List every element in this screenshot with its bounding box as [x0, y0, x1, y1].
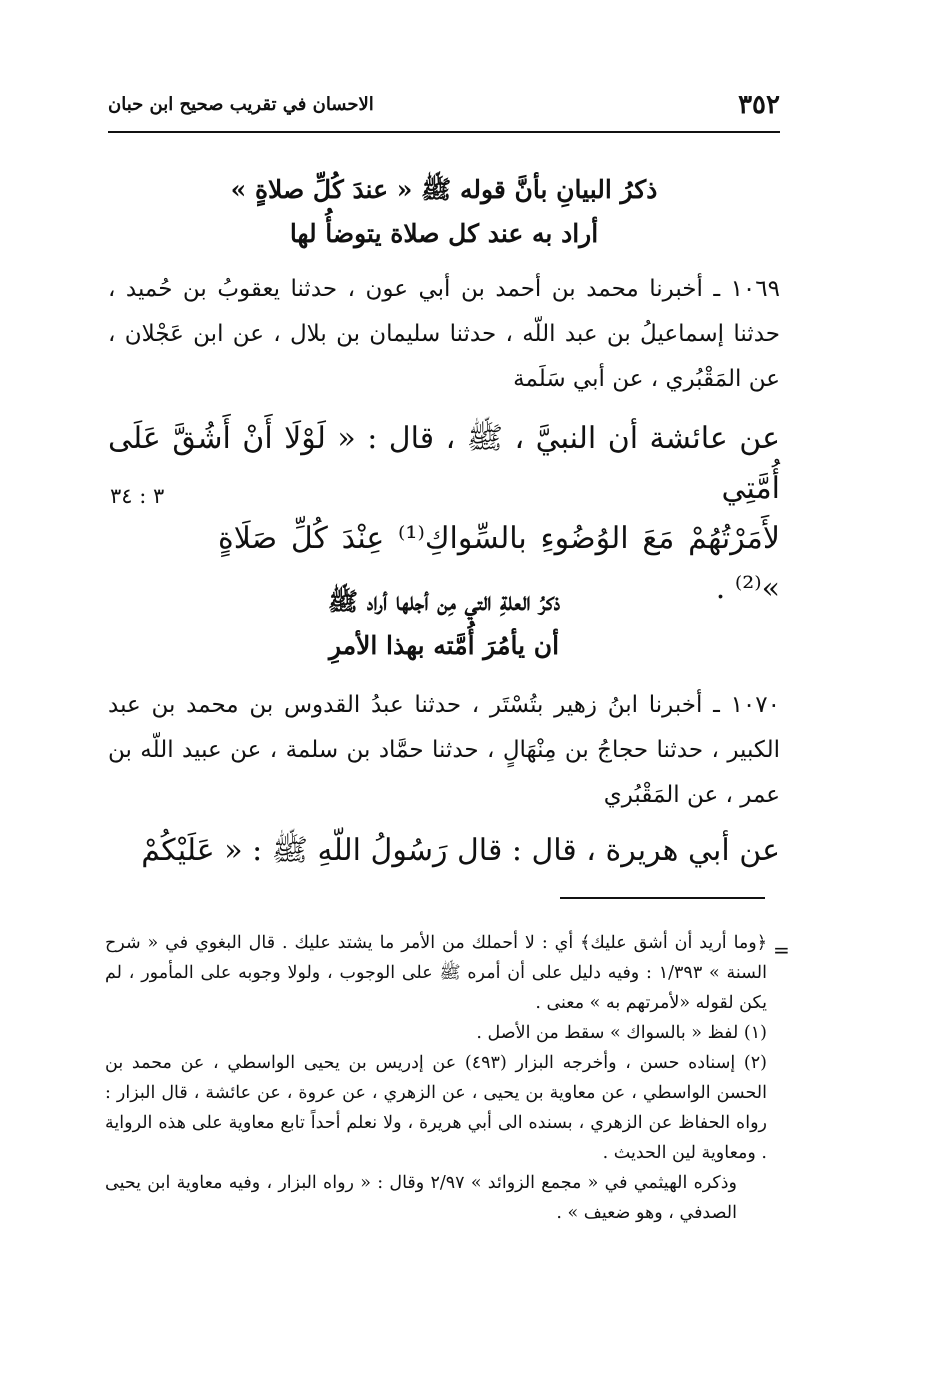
- page-number: ٣٥٢: [738, 90, 780, 120]
- hadith-1070-matn-line1: عن أبي هريرة ، قال : قال رَسُولُ اللّهِ ﷺ : « عَلَيْكُمْ: [141, 833, 780, 868]
- hadith-1070-matn: [108, 826, 780, 876]
- section-heading-1-line1: ذكرُ البيانِ بأنَّ قوله ﷺ « عندَ كُلِّ صلاةٍ »: [230, 175, 658, 204]
- header-rule: [108, 131, 780, 133]
- footnote-2-continuation: وذكره الهيثمي في « مجمع الزوائد » ٢/٩٧ وقال : « رواه البزار ، وفيه معاوية ابن يحيى الصدفي ، وهو ضعيف » .: [105, 1173, 737, 1223]
- hadith-1069-matn-line2: لأَمَرْتُهُمْ مَعَ الوُضُوءِ بالسِّواكِ⁽¹⁾ عِنْدَ كُلِّ صَلَاةٍ »⁽²⁾ .: [218, 521, 780, 606]
- section-heading-2: [108, 580, 780, 668]
- section-heading-2-line1: ذكرُ العلةِ التي مِن أجلها أراد ﷺ: [327, 587, 561, 616]
- footnote-rule: [560, 897, 765, 899]
- hadith-1069-reference: ٣ : ٣٤: [110, 484, 165, 508]
- hadith-1070-isnad: ١٠٧٠ ـ أخبرنا ابنُ زهير بتُسْتَر ، حدثنا عبدُ القدوس بن محمد بن عبد الكبير ، حدثنا حجاجُ بن مِنْهَالٍ ، حدثنا حمَّاد بن سلمة ، عن عبيد اللّه بن عمر ، عن المَقْبُري: [108, 692, 780, 808]
- hadith-1069-matn-line1: عن عائشة أن النبيَّ ، ﷺ ، قال : « لَوْلَا أَنْ أَشُقَّ عَلَى أُمَّتِي: [108, 421, 780, 506]
- section-heading-1-line2: أراد به عند كل صلاة يتوضأُ لها: [289, 219, 599, 248]
- footnote-1: (١) لفظ « بالسواك » سقط من الأصل .: [476, 1023, 767, 1043]
- footnotes: [105, 928, 767, 1228]
- hadith-1069-isnad: ١٠٦٩ ـ أخبرنا محمد بن أحمد بن أبي عون ، حدثنا يعقوبُ بن حُميد ، حدثنا إسماعيلُ بن عبد اللّه ، حدثنا سليمان بن بلال ، عن ابن عَجْلان ، عن المَقْبُري ، عن أبي سَلَمة: [108, 276, 780, 392]
- footnote-continuation: ﴿وما أريد أن أشق عليك﴾ أي : لا أحملك من الأمر ما يشتد عليك . قال البغوي في « شرح السنة » ١/٣٩٣ : وفيه دليل على أن أمره ﷺ على الوجوب ، ولولا وجوبه على المأمور ، لم يكن لقوله «لأمرتهم به » معنى .: [105, 933, 767, 1013]
- page-header: [108, 88, 780, 128]
- section-heading-1: [108, 168, 780, 256]
- footnote-2: (٢) إسناده حسن ، وأخرجه البزار (٤٩٣) عن إدريس بن يحيى الواسطي ، عن محمد بن الحسن الواسطي ، عن معاوية بن يحيى ، عن الزهري ، عن عروة ، عن عائشة ، قال البزار : رواه الحفاظ عن الزهري ، بسنده الى أبي هريرة ، ولا نعلم أحداً تابع معاوية على هذه الرواية . ومعاوية لين الحديث .: [105, 1053, 767, 1163]
- running-title: الاحسان في تقريب صحيح ابن حبان: [108, 94, 374, 115]
- footnote-continuation-mark: =: [773, 938, 790, 962]
- section-heading-2-line2: أن يأمُرَ أُمَّته بهذا الأمرِ: [328, 631, 560, 660]
